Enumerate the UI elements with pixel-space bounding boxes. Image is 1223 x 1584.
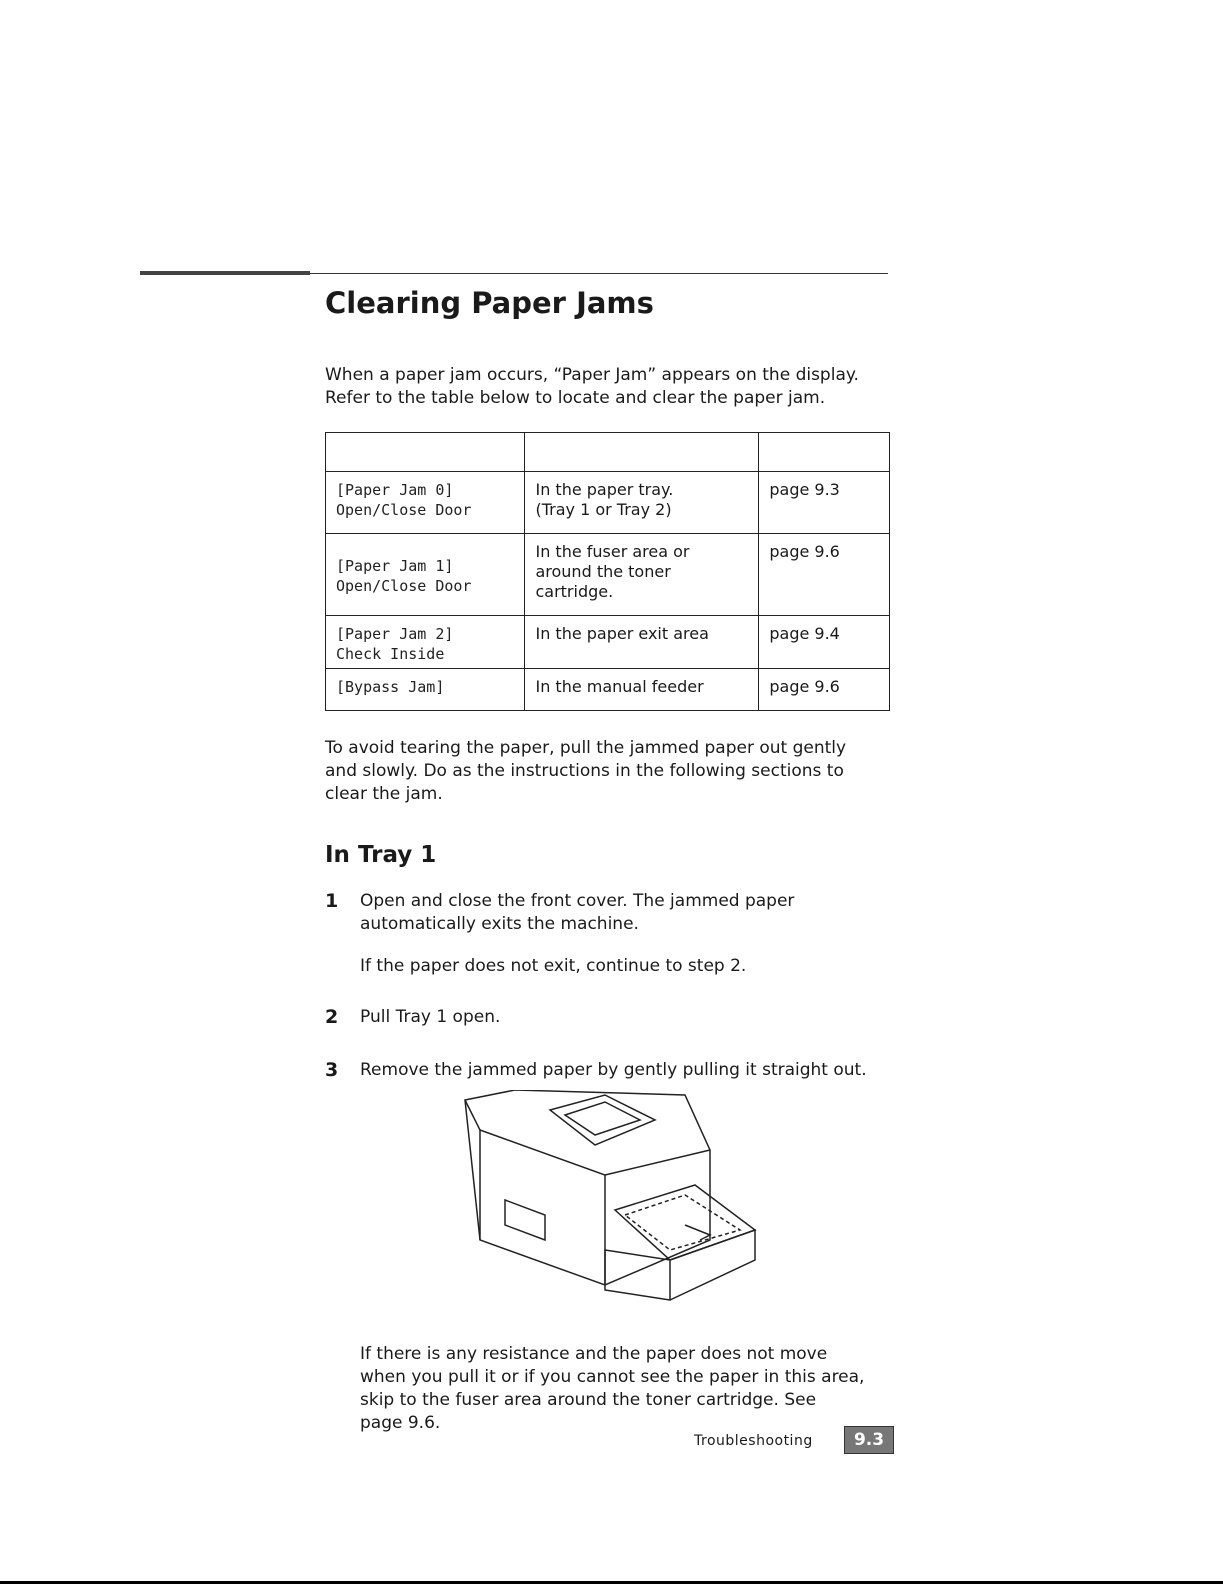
page-number-badge: 9.3 [844,1426,894,1454]
note-line: page 9.6. [360,1413,441,1433]
step-text: Pull Tray 1 open. [360,1007,501,1027]
message-cell [326,472,525,534]
message-cell [326,616,525,669]
step-text [360,890,900,978]
location-line: (Tray 1 or Tray 2) [535,500,672,519]
location-line: cartridge. [535,582,614,601]
step-text: Remove the jammed paper by gently pulling it straight out. [360,1060,867,1080]
message-cell: [Bypass Jam] [326,669,525,711]
instruction-line: To avoid tearing the paper, pull the jammed paper out gently [325,738,847,758]
reference-cell: page 9.6 [759,669,890,711]
step-number: 1 [325,890,339,912]
message-line: [Paper Jam 0] [336,481,454,499]
reference-cell: page 9.4 [759,616,890,669]
message-line: [Paper Jam 1] [336,557,454,575]
instruction-paragraph [325,737,885,806]
table-header-cell [525,433,759,472]
instruction-line: clear the jam. [325,784,443,804]
location-cell [525,472,759,534]
location-line: around the toner [535,562,671,581]
table-header-cell [326,433,525,472]
table-row [326,616,890,669]
location-cell: In the paper exit area [525,616,759,669]
intro-paragraph [325,364,905,410]
resistance-note [360,1343,900,1435]
reference-cell: page 9.6 [759,534,890,616]
step-number: 3 [325,1059,339,1081]
table-row [326,669,890,711]
location-cell: In the manual feeder [525,669,759,711]
table-row [326,534,890,616]
table-row [326,472,890,534]
message-line: [Paper Jam 2] [336,625,454,643]
note-line: If there is any resistance and the paper does not move [360,1344,828,1364]
printer-tray-illustration [455,1090,775,1315]
location-line: In the paper tray. [535,480,674,499]
intro-line-1: When a paper jam occurs, “Paper Jam” appears on the display. [325,365,859,385]
table-header-row [326,433,890,472]
table-header-cell [759,433,890,472]
intro-line-2: Refer to the table below to locate and clear the paper jam. [325,388,826,408]
page-title: Clearing Paper Jams [325,286,654,320]
location-cell [525,534,759,616]
paper-jam-table [325,432,890,711]
step-line: Open and close the front cover. The jammed paper [360,891,795,911]
header-rule-bar [140,271,310,275]
footer-section-label: Troubleshooting [694,1433,813,1449]
note-line: when you pull it or if you cannot see the paper in this area, [360,1367,865,1387]
message-line: Check Inside [336,645,445,663]
step-line: If the paper does not exit, continue to step 2. [360,956,747,976]
reference-cell: page 9.3 [759,472,890,534]
message-line: Open/Close Door [336,501,472,519]
message-cell [326,534,525,616]
step-number: 2 [325,1006,339,1028]
message-line: Open/Close Door [336,577,472,595]
location-line: In the fuser area or [535,542,690,561]
note-line: skip to the fuser area around the toner cartridge. See [360,1390,817,1410]
header-rule-line [310,273,888,274]
section-title: In Tray 1 [325,842,437,868]
instruction-line: and slowly. Do as the instructions in the following sections to [325,761,844,781]
step-line: automatically exits the machine. [360,914,639,934]
